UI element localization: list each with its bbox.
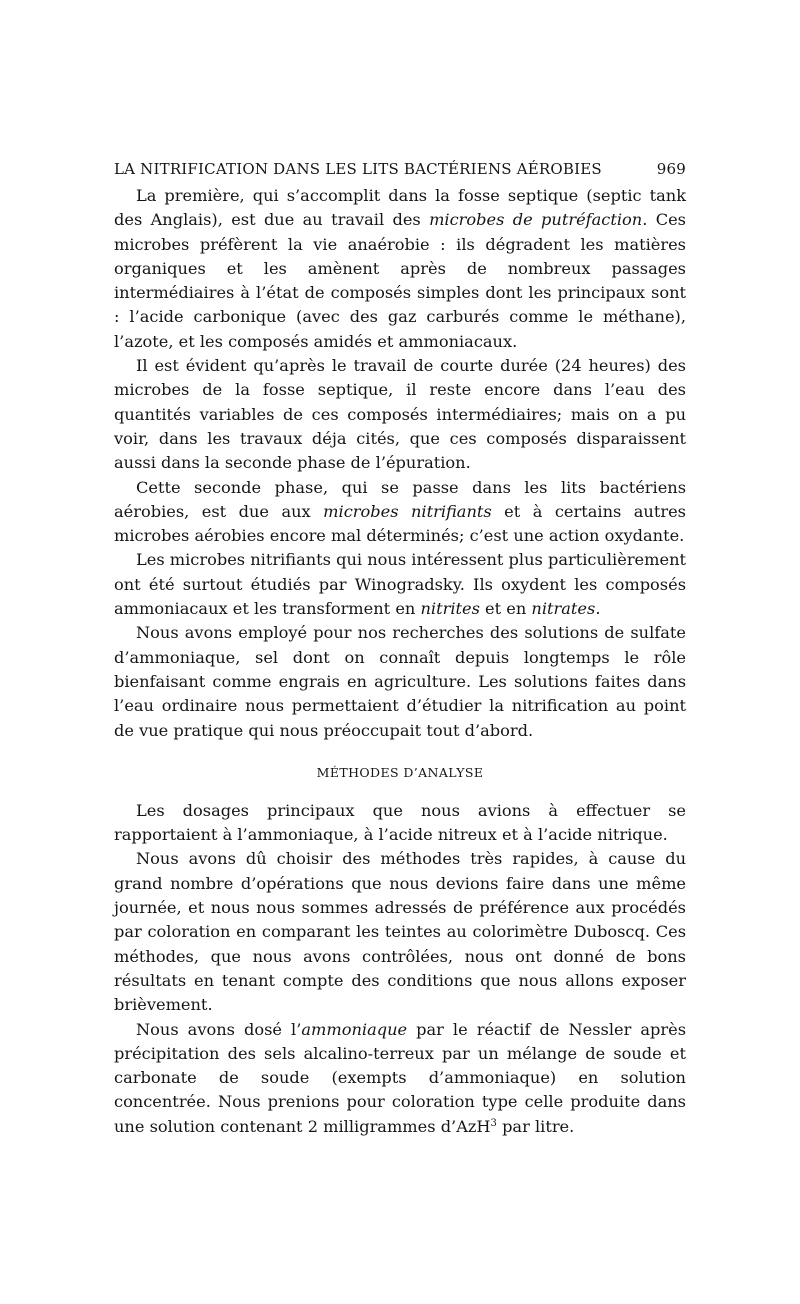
running-head-title: LA NITRIFICATION DANS LES LITS BACTÉRIENS AÉROBIES bbox=[114, 160, 602, 178]
paragraph-second-phase: Cette seconde phase, qui se passe dans les lits bactériens aérobies, est due aux microbes nitrifiants et à certains autres microbes aérobies encore mal déterminés; c’est une action oxydante. bbox=[114, 477, 686, 546]
page-number: 969 bbox=[656, 160, 686, 178]
paragraph-ammonium-sulfate: Nous avons employé pour nos recherches des solutions de sulfate d’ammoniaque, sel dont on connaît depuis longtemps le rôle bienfaisant comme engrais en agriculture. Les solutions faites dans l’eau ordinaire nous permettaient d’étudier la nitrification au point de vue pratique qui nous préoccupait tout d’abord. bbox=[114, 623, 686, 740]
paragraph-intermediate-compounds: Il est évident qu’après le travail de courte durée (24 heures) des microbes de la fosse septique, il reste encore dans l’eau des quantités variables de ces composés intermédiaires; mais on a pu voir, dans les travaux déja cités, que ces composés disparaissent aussi dans la seconde phase de l’épuration. bbox=[114, 356, 686, 473]
running-head bbox=[114, 160, 686, 184]
paragraph-putrefaction: La première, qui s’accomplit dans la fosse septique (septic tank des Anglais), est due au travail des microbes de putréfaction. Ces microbes préfèrent la vie anaérobie : ils dégradent les matières organiques et les amènent après de nombreux passages intermédiaires à l’état de composés simples dont les principaux sont : l’acide carbonique (avec des gaz carburés comme le méthane), l’azote, et les composés amidés et ammoniacaux. bbox=[114, 186, 686, 351]
section-heading: MÉTHODES D’ANALYSE bbox=[316, 764, 484, 780]
paragraph-colorimetric-methods: Nous avons dû choisir des méthodes très rapides, à cause du grand nombre d’opérations que nous devions faire dans une même journée, et nous nous sommes adressés de préférence aux procédés par coloration en comparant les teintes au colorimètre Duboscq. Ces méthodes, que nous avons contrôlées, nous ont donné de bons résultats en tenant compte des conditions que nous allons exposer brièvement. bbox=[114, 849, 686, 1015]
book-page bbox=[114, 160, 686, 1139]
paragraph-nitrifying-microbes: Les microbes nitrifiants qui nous intéressent plus particulièrement ont été surtout étudiés par Winogradsky. Ils oxydent les composés ammoniacaux et les transforment en nitrites et en nitrates. bbox=[114, 550, 686, 619]
paragraph-nessler-method: Nous avons dosé l’ammoniaque par le réactif de Nessler après précipitation des sels alcalino-terreux par un mélange de soude et carbonate de soude (exempts d’ammoniaque) en solution concentrée. Nous prenions pour coloration type celle produite dans une solution contenant 2 milligrammes d’AzH$^3$ par litre. bbox=[114, 1019, 687, 1136]
paragraph-main-assays: Les dosages principaux que nous avions à effectuer se rapportaient à l’ammoniaque, à l’acide nitreux et à l’acide nitrique. bbox=[114, 800, 686, 845]
